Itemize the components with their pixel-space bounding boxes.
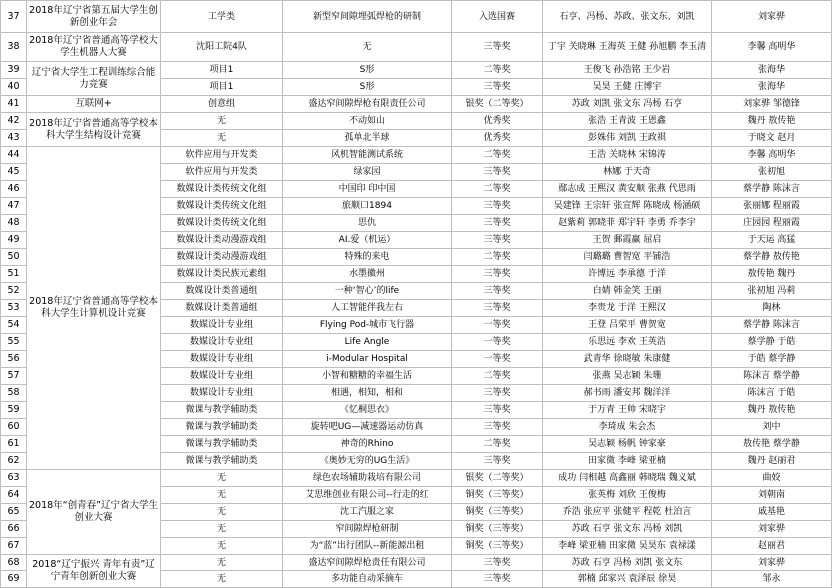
members-cell: 李贵龙 于洋 王熙汉 [543,300,712,317]
advisor-cell: 于天运 高猛 [712,232,832,249]
category-cell: 微课与教学辅助类 [161,436,283,453]
row-number: 61 [1,436,27,453]
members-cell: 郭楠 邱家兴 袁泽辰 徐昊 [543,571,712,588]
project-cell: 神奇的Rhino [283,436,452,453]
members-cell: 吴建锋 王宗轩 张宣辉 陈晓成 杨涵硕 [543,198,712,215]
project-cell: 相遇，相知，相和 [283,385,452,402]
row-number: 37 [1,1,27,33]
category-cell: 数媒设计类传统文化组 [161,181,283,198]
category-cell: 微课与教学辅助类 [161,419,283,436]
project-cell: 新型窄间隙埋弧焊枪的研制 [283,1,452,33]
advisor-cell: 戚基艳 [712,504,832,521]
project-cell: Flying Pod-城市飞行器 [283,317,452,334]
members-cell: 王登 吕荣平 曹贺宽 [543,317,712,334]
category-cell: 无 [161,113,283,130]
category-cell: 无 [161,571,283,588]
project-cell: 思仇 [283,215,452,232]
advisor-cell: 陈沫言 于皓 [712,385,832,402]
award-cell: 优秀奖 [452,130,543,147]
members-cell: 李琦成 朱会杰 [543,419,712,436]
members-cell: 张英梅 刘欣 王俊梅 [543,487,712,504]
advisor-cell: 刘中 [712,419,832,436]
award-cell: 二等奖 [452,62,543,79]
awards-table-body [1,1,832,588]
table-row [1,113,832,130]
award-cell: 三等奖 [452,164,543,181]
category-cell: 无 [161,521,283,538]
project-cell: 盛达窄间隙焊枪有限责任公司 [283,96,452,113]
row-number: 43 [1,130,27,147]
members-cell: 鄢志成 王熙汉 黄安顺 张燕 代思雨 [543,181,712,198]
advisor-cell: 李馨 高明华 [712,33,832,62]
members-cell: 王浩 关晓林 宋锦涛 [543,147,712,164]
advisor-cell: 张海华 [712,79,832,96]
project-cell: 为“蓝”出行团队--新能源出租 [283,538,452,555]
award-cell: 三等奖 [452,571,543,588]
row-number: 58 [1,385,27,402]
advisor-cell: 张丽娜 程丽霞 [712,198,832,215]
project-cell: 水墨徽州 [283,266,452,283]
award-cell: 一等奖 [452,317,543,334]
project-cell: 人工智能伴我左右 [283,300,452,317]
category-cell: 微课与教学辅助类 [161,402,283,419]
award-cell: 银奖（二等奖） [452,96,543,113]
category-cell: 数媒设计专业组 [161,351,283,368]
row-number: 48 [1,215,27,232]
project-cell: 旅顺口1894 [283,198,452,215]
category-cell: 无 [161,504,283,521]
table-row [1,147,832,164]
members-cell: 李峰 梁亚楠 田家微 吴昊东 袁禄漾 [543,538,712,555]
row-number: 47 [1,198,27,215]
advisor-cell: 敖传艳 魏丹 [712,266,832,283]
competition-cell: 2018年辽宁省普通高等学校本科大学生结构设计竞赛 [27,113,161,147]
advisor-cell: 刘家骅 [712,1,832,33]
project-cell: 绿家园 [283,164,452,181]
advisor-cell: 于皓 蔡学静 [712,351,832,368]
category-cell: 数媒设计类传统文化组 [161,215,283,232]
award-cell: 铜奖（三等奖） [452,504,543,521]
project-cell: 特殊的来电 [283,249,452,266]
advisor-cell: 蔡学静 陈沫言 [712,317,832,334]
award-cell: 三等奖 [452,453,543,470]
members-cell: 彭姝伟 刘凯 王政祺 [543,130,712,147]
project-cell: 一种‘智心’的life [283,283,452,300]
members-cell: 成功 闫相越 高鑫丽 韩晓瑞 魏义斌 [543,470,712,487]
row-number: 54 [1,317,27,334]
category-cell: 项目1 [161,79,283,96]
members-cell: 郝书雨 潘安邦 魏洋洋 [543,385,712,402]
project-cell: 盛达窄间隙焊枪责任有限公司 [283,555,452,571]
project-cell: 多功能自动采摘车 [283,571,452,588]
project-cell: 风机智能测试系统 [283,147,452,164]
award-cell: 银奖（二等奖） [452,470,543,487]
advisor-cell: 张初旭 [712,164,832,181]
award-cell: 三等奖 [452,402,543,419]
award-cell: 一等奖 [452,351,543,368]
members-cell: 赵紫莉 郭晓菲 郑宇轩 李勇 乔李宇 [543,215,712,232]
table-row [1,33,832,62]
category-cell: 工学类 [161,1,283,33]
members-cell: 闫璐璐 曹智宽 平铺浩 [543,249,712,266]
advisor-cell: 蔡学静 于皓 [712,334,832,351]
category-cell: 无 [161,487,283,504]
advisor-cell: 于晓文 赵月 [712,130,832,147]
award-cell: 三等奖 [452,232,543,249]
advisor-cell: 敖传艳 蔡学静 [712,436,832,453]
members-cell: 许博远 李承德 于洋 [543,266,712,283]
award-cell: 三等奖 [452,215,543,232]
advisor-cell: 蔡学静 陈沫言 [712,181,832,198]
award-cell: 二等奖 [452,181,543,198]
members-cell: 张浩 王青波 王恩鑫 [543,113,712,130]
competition-cell: 2018年辽宁省普通高等学校本科大学生计算机设计竞赛 [27,147,161,470]
category-cell: 数媒设计类动漫游戏组 [161,249,283,266]
award-cell: 三等奖 [452,266,543,283]
advisor-cell: 邹永 [712,571,832,588]
category-cell: 无 [161,555,283,571]
category-cell: 微课与教学辅助类 [161,453,283,470]
advisor-cell: 刘朝南 [712,487,832,504]
advisor-cell: 刘家骅 [712,521,832,538]
project-cell: i-Modular Hospital [283,351,452,368]
table-row [1,62,832,79]
row-number: 56 [1,351,27,368]
project-cell: 《忆桐思衣》 [283,402,452,419]
members-cell: 林娜 于天奇 [543,164,712,181]
members-cell: 吴昊 王健 庄博宇 [543,79,712,96]
advisor-cell: 蔡学静 敖传艳 [712,249,832,266]
members-cell: 张燕 吴志颖 朱珊 [543,368,712,385]
award-cell: 三等奖 [452,79,543,96]
category-cell: 数媒设计专业组 [161,317,283,334]
project-cell: 旋转吧UG—减速器运动仿真 [283,419,452,436]
members-cell: 石亨、冯杨、苏政、张文东、刘凯 [543,1,712,33]
award-cell: 一等奖 [452,334,543,351]
category-cell: 无 [161,538,283,555]
category-cell: 软件应用与开发类 [161,164,283,181]
advisor-cell: 陈沫言 蔡学静 [712,368,832,385]
advisor-cell: 魏丹 敖传艳 [712,113,832,130]
members-cell: 乐思远 李欢 王英浩 [543,334,712,351]
category-cell: 数媒设计专业组 [161,385,283,402]
award-cell: 三等奖 [452,283,543,300]
award-cell: 三等奖 [452,33,543,62]
row-number: 66 [1,521,27,538]
advisor-cell: 魏丹 敖传艳 [712,402,832,419]
row-number: 45 [1,164,27,181]
row-number: 49 [1,232,27,249]
category-cell: 数媒设计类普通组 [161,283,283,300]
members-cell: 乔浩 张应平 张健平 程乾 杜泊言 [543,504,712,521]
members-cell: 苏政 石亨 张文东 冯杨 刘凯 [543,521,712,538]
project-cell: AI.爱（机运） [283,232,452,249]
members-cell: 王贺 郵霞赢 屈启 [543,232,712,249]
members-cell: 于万青 王帅 宋晓宇 [543,402,712,419]
category-cell: 无 [161,130,283,147]
project-cell: S形 [283,79,452,96]
advisor-cell: 张初旭 冯莉 [712,283,832,300]
award-cell: 二等奖 [452,436,543,453]
project-cell: 无 [283,33,452,62]
row-number: 50 [1,249,27,266]
members-cell: 白婧 韩金笑 王丽 [543,283,712,300]
category-cell: 软件应用与开发类 [161,147,283,164]
project-cell: Life Angle [283,334,452,351]
competition-cell: 2018“辽宁振兴 青年有责”辽宁青年创新创业大赛 [27,555,161,588]
project-cell: 《奥妙无穷的UG生活》 [283,453,452,470]
award-cell: 三等奖 [452,419,543,436]
row-number: 51 [1,266,27,283]
table-row [1,470,832,487]
row-number: 39 [1,62,27,79]
project-cell: 沈工汽服之家 [283,504,452,521]
award-cell: 二等奖 [452,368,543,385]
advisor-cell: 赵丽君 [712,538,832,555]
advisor-cell: 刘家骅 [712,555,832,571]
competition-cell: 辽宁省大学生工程训练综合能力竞赛 [27,62,161,96]
category-cell: 数媒设计专业组 [161,368,283,385]
row-number: 65 [1,504,27,521]
category-cell: 数媒设计类普通组 [161,300,283,317]
row-number: 69 [1,571,27,588]
members-cell: 武青华 徐晓敏 朱康健 [543,351,712,368]
award-cell: 二等奖 [452,147,543,164]
project-cell: 中国印 印中国 [283,181,452,198]
project-cell: 不动如山 [283,113,452,130]
category-cell: 项目1 [161,62,283,79]
award-cell: 三等奖 [452,555,543,571]
award-cell: 铜奖（三等奖） [452,521,543,538]
competition-cell: 2018年辽宁省第五届大学生创新创业年会 [27,1,161,33]
advisor-cell: 庄园园 程丽霞 [712,215,832,232]
project-cell: 小智和糖糖的幸福生活 [283,368,452,385]
members-cell: 苏政 刘凯 张文东 冯杨 石亨 [543,96,712,113]
advisor-cell: 张海华 [712,62,832,79]
award-cell: 优秀奖 [452,113,543,130]
competition-cell: 2018年“创青春”辽宁省大学生创业大赛 [27,470,161,555]
award-cell: 三等奖 [452,198,543,215]
table-row [1,1,832,33]
award-cell: 入选国赛 [452,1,543,33]
members-cell: 吴志颖 杨帆 钟家豪 [543,436,712,453]
row-number: 68 [1,555,27,571]
project-cell: 孤单北半球 [283,130,452,147]
row-number: 46 [1,181,27,198]
row-number: 41 [1,96,27,113]
advisor-cell: 陶林 [712,300,832,317]
category-cell: 数媒设计类传统文化组 [161,198,283,215]
row-number: 42 [1,113,27,130]
row-number: 55 [1,334,27,351]
row-number: 52 [1,283,27,300]
award-cell: 三等奖 [452,300,543,317]
row-number: 67 [1,538,27,555]
members-cell: 王俊飞 孙浩铭 王少岩 [543,62,712,79]
category-cell: 沈阳工院4队 [161,33,283,62]
advisor-cell: 魏丹 赵丽君 [712,453,832,470]
project-cell: 绿色农场辅助栽培有限公司 [283,470,452,487]
project-cell: 艾思维创业有限公司--行走的红 [283,487,452,504]
project-cell: 窄间隙焊枪研制 [283,521,452,538]
category-cell: 数媒设计类民族元素组 [161,266,283,283]
members-cell: 丁宇 关晓琳 王海英 王健 孙旭鹏 李玉清 [543,33,712,62]
advisor-cell: 李馨 高明华 [712,147,832,164]
row-number: 60 [1,419,27,436]
competition-cell: 互联网+ [27,96,161,113]
row-number: 44 [1,147,27,164]
category-cell: 数媒设计专业组 [161,334,283,351]
award-cell: 铜奖（三等奖） [452,487,543,504]
row-number: 40 [1,79,27,96]
row-number: 38 [1,33,27,62]
members-cell: 田家微 李峰 梁亚楠 [543,453,712,470]
award-cell: 二等奖 [452,249,543,266]
row-number: 63 [1,470,27,487]
category-cell: 数媒设计类动漫游戏组 [161,232,283,249]
competition-cell: 2018年辽宁省普通高等学校大学生机器人大赛 [27,33,161,62]
category-cell: 创意组 [161,96,283,113]
project-cell: S形 [283,62,452,79]
table-row [1,96,832,113]
members-cell: 苏政 石亨 冯杨 刘凯 张文东 [543,555,712,571]
advisor-cell: 刘家骅 邹德锋 [712,96,832,113]
row-number: 53 [1,300,27,317]
row-number: 64 [1,487,27,504]
row-number: 59 [1,402,27,419]
award-cell: 三等奖 [452,385,543,402]
category-cell: 无 [161,470,283,487]
advisor-cell: 曲姣 [712,470,832,487]
award-cell: 铜奖（三等奖） [452,538,543,555]
row-number: 57 [1,368,27,385]
table-row [1,555,832,571]
row-number: 62 [1,453,27,470]
